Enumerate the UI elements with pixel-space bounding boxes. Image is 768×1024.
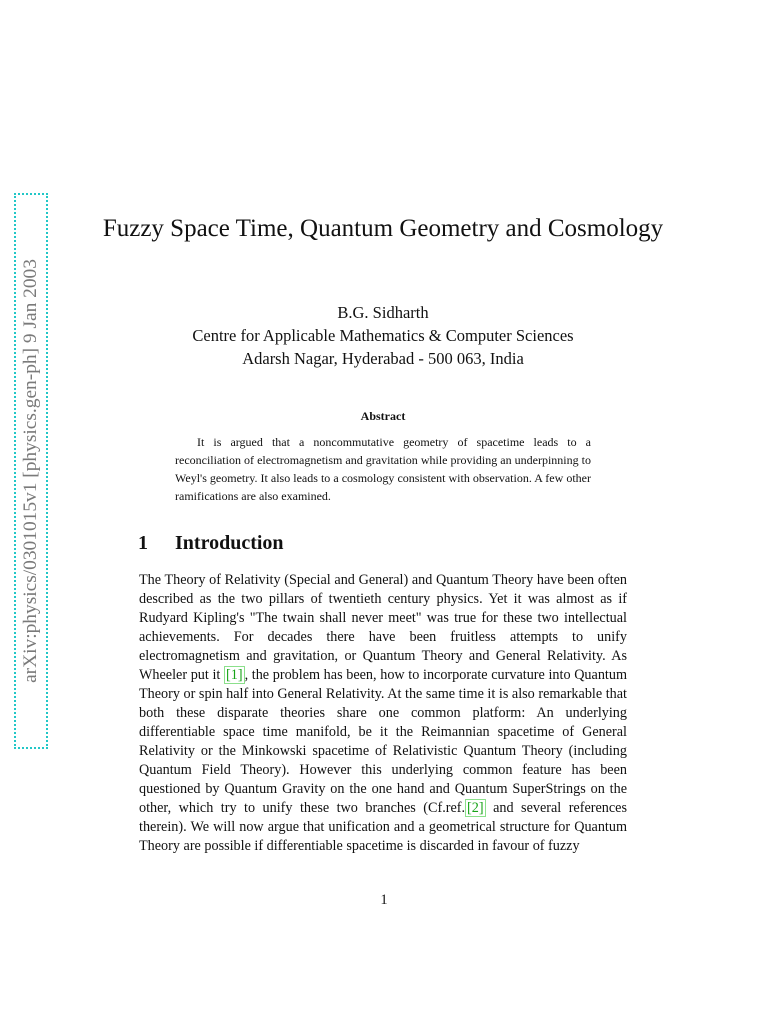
paragraph-text-1: The Theory of Relativity (Special and General) and Quantum Theory have been often described as the two pillars of twentieth century physics. Yet it was almost as if Rudyard Kipling's "The twain shall never meet" was true for these two intellectual achievements. For decades there have been fruitless attempts to unify electromagnetism and gravitation, or Quantum Theory and General Relativity. As Wheeler put it <box>139 572 627 683</box>
abstract-heading: Abstract <box>360 409 406 423</box>
arxiv-identifier[interactable]: arXiv:physics/0301015v1 [physics.gen-ph] 9 Jan 2003 <box>20 259 41 683</box>
author-name: B.G. Sidharth <box>337 303 429 322</box>
section-number: 1 <box>138 532 148 554</box>
citation-link-1[interactable]: [1] <box>226 667 243 683</box>
introduction-paragraph <box>139 571 627 856</box>
page-number: 1 <box>380 892 388 908</box>
paper-title: Fuzzy Space Time, Quantum Geometry and Cosmology <box>102 215 664 242</box>
paragraph-text-2: , the problem has been, how to incorporate curvature into Quantum Theory or spin half into General Relativity. At the same time it is also remarkable that both these disparate theories share one common platform: An underlying differentiable space time manifold, be it the Reimannian spacetime of General Relativity or the Minkowski spacetime of Relativistic Quantum Theory (including Quantum Field Theory). However this underlying common feature has been questioned by Quantum Gravity on the one hand and Quantum SuperStrings on the other, which try to unify these two branches (Cf.ref. <box>139 667 627 816</box>
arxiv-stamp <box>14 193 48 749</box>
author-block <box>100 301 666 370</box>
affiliation-line-2: Adarsh Nagar, Hyderabad - 500 063, India <box>242 349 524 368</box>
affiliation-line-1: Centre for Applicable Mathematics & Computer Sciences <box>192 326 574 345</box>
abstract-body: It is argued that a noncommutative geometry of spacetime leads to a reconciliation of electromagnetism and gravitation while providing an underpinning to Weyl's geometry. It also leads to a cosmology consistent with observation. A few other ramifications are also examined. <box>175 435 591 503</box>
paragraph-text-3: and several references therein). We will now argue that unification and a geometrical structure for Quantum Theory are possible if differentiable spacetime is discarded in favour of fuzzy <box>139 800 627 854</box>
section-title: Introduction <box>175 532 284 554</box>
section-heading <box>138 532 284 555</box>
citation-link-2[interactable]: [2] <box>467 800 484 816</box>
